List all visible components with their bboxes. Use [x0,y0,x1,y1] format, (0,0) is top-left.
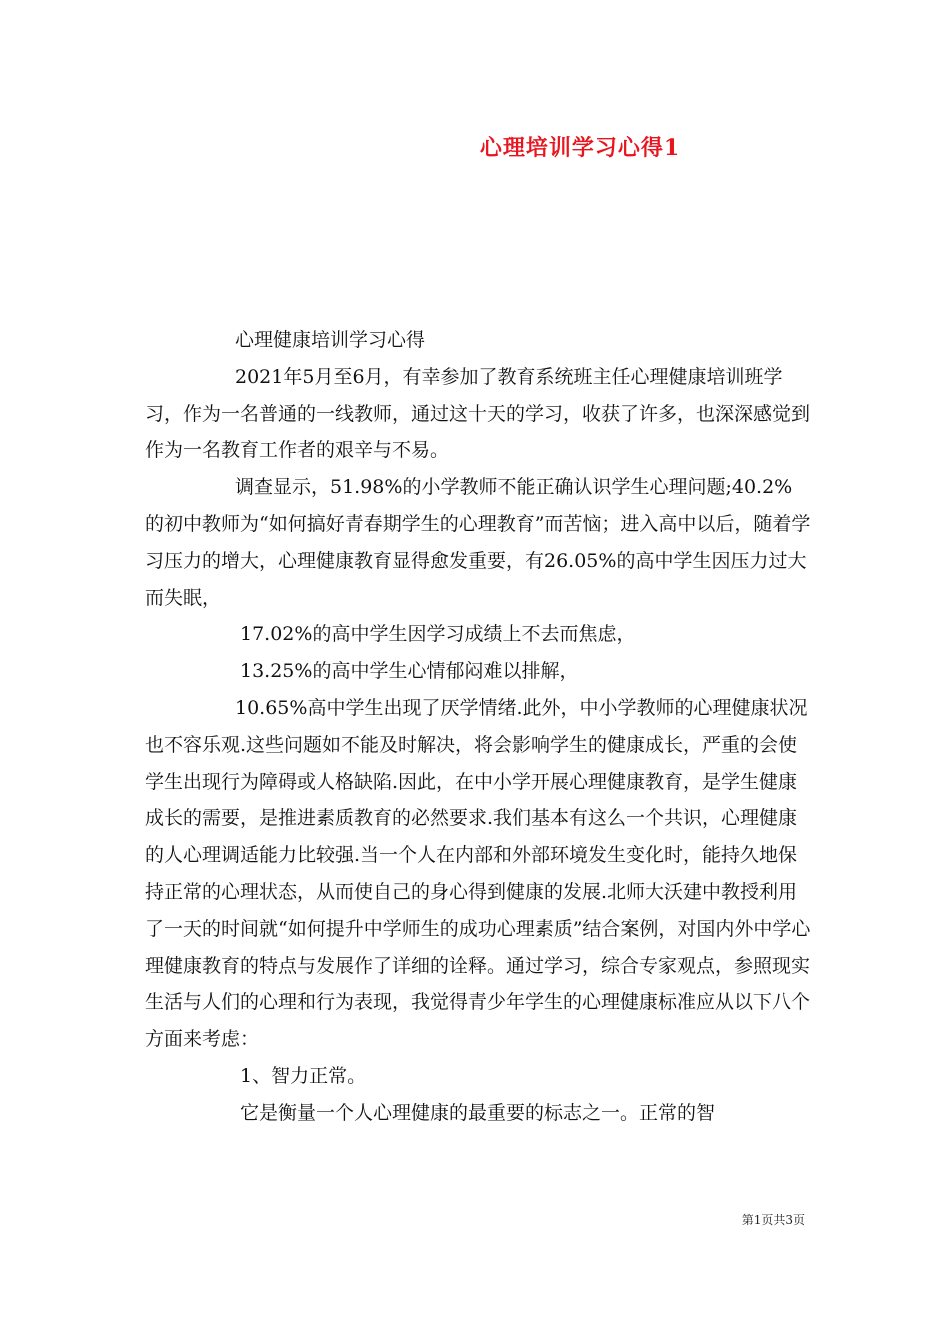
paragraph: 17.02%的高中学生因学习成绩上不去而焦虑， [240,623,636,646]
document-body [145,322,811,1132]
paragraph: 2021年5月至6月，有幸参加了教育系统班主任心理健康培训班学习，作为一名普通的一线教师，通过这十天的学习，收获了许多，也深深感觉到作为一名教育工作者的艰辛与不易。 [145,365,811,462]
document-title: 心理培训学习心得1 [479,135,681,161]
paragraph: 调查显示，51.98%的小学教师不能正确认识学生心理问题;40.2%的初中教师为“如何搞好青春期学生的心理教育”而苦恼；进入高中以后，随着学习压力的增大，心理健康教育显得愈发重要，有26.05%的高中学生因压力过大而失眠， [145,476,811,609]
paragraph-heading: 心理健康培训学习心得 [235,329,426,351]
paragraph: 1、智力正常。 [240,1064,367,1087]
paragraph: 10.65%高中学生出现了厌学情绪.此外，中小学教师的心理健康状况也不容乐观.这些问题如不能及时解决，将会影响学生的健康成长，严重的会使学生出现行为障碍或人格缺陷.因此，在中小学开展心理健康教育，是学生健康成长的需要，是推进素质教育的必然要求.我们基本有这么一个共识，心理健康的人心理调适能力比较强.当一个人在内部和外部环境发生变化时，能持久地保持正常的心理状态，从而使自己的身心得到健康的发展.北师大沃建中教授利用了一天的时间就“如何提升中学师生的成功心理素质”结合案例，对国内外中学心理健康教育的特点与发展作了详细的诠释。通过学习，综合专家观点，参照现实生活与人们的心理和行为表现，我觉得青少年学生的心理健康标准应从以下八个方面来考虑： [145,696,811,1051]
page-number: 第1页共3页 [741,1213,805,1227]
paragraph: 13.25%的高中学生心情郁闷难以排解， [240,660,579,683]
paragraph: 它是衡量一个人心理健康的最重要的标志之一。正常的智 [240,1101,716,1124]
